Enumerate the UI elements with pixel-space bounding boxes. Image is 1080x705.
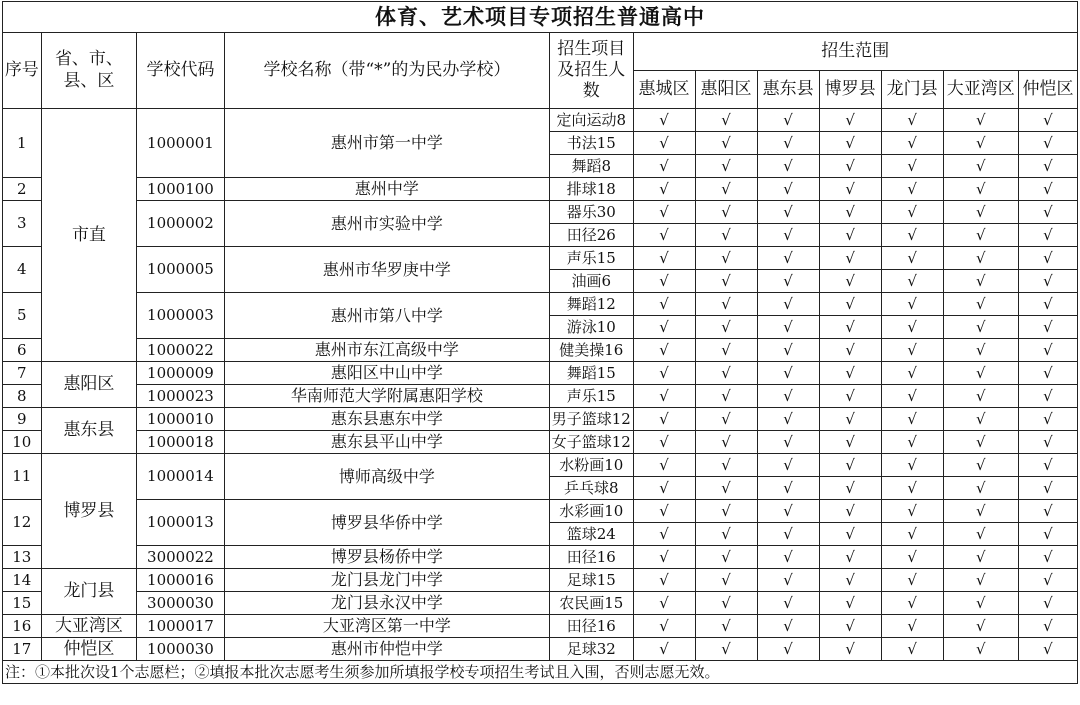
cell-check: √	[1018, 339, 1077, 362]
cell-check: √	[695, 615, 757, 638]
cell-school-name: 惠州市华罗庚中学	[224, 247, 549, 293]
cell-seq: 5	[3, 293, 42, 339]
cell-project: 足球15	[550, 569, 633, 592]
cell-project: 女子篮球12	[550, 431, 633, 454]
cell-check: √	[943, 247, 1018, 270]
cell-check: √	[819, 247, 881, 270]
scope-col-huidong: 惠东县	[757, 71, 819, 109]
header-project-line2: 及招生人	[557, 59, 626, 80]
cell-check: √	[819, 224, 881, 247]
cell-code: 1000010	[137, 408, 224, 431]
cell-check: √	[881, 270, 943, 293]
cell-school-name: 惠州市实验中学	[224, 201, 549, 247]
cell-check: √	[757, 431, 819, 454]
cell-check: √	[633, 339, 695, 362]
cell-check: √	[1018, 523, 1077, 546]
cell-code: 1000013	[137, 500, 224, 546]
cell-school-name: 大亚湾区第一中学	[224, 615, 549, 638]
cell-check: √	[633, 201, 695, 224]
cell-check: √	[695, 362, 757, 385]
table-row	[3, 293, 1078, 316]
cell-check: √	[819, 270, 881, 293]
cell-check: √	[757, 270, 819, 293]
header-seq: 序号	[3, 33, 42, 109]
cell-check: √	[695, 523, 757, 546]
cell-check: √	[695, 592, 757, 615]
cell-seq: 11	[3, 454, 42, 500]
cell-project: 水粉画10	[550, 454, 633, 477]
cell-check: √	[819, 178, 881, 201]
cell-check: √	[943, 293, 1018, 316]
cell-school-name: 龙门县永汉中学	[224, 592, 549, 615]
cell-check: √	[819, 155, 881, 178]
cell-code: 1000030	[137, 638, 224, 661]
header-project-line3: 数	[582, 81, 600, 102]
table-row	[3, 500, 1078, 523]
cell-code: 3000022	[137, 546, 224, 569]
cell-check: √	[943, 224, 1018, 247]
cell-check: √	[881, 500, 943, 523]
cell-check: √	[943, 362, 1018, 385]
cell-check: √	[819, 132, 881, 155]
cell-code: 1000009	[137, 362, 224, 385]
cell-seq: 6	[3, 339, 42, 362]
cell-code: 1000022	[137, 339, 224, 362]
header-scope: 招生范围	[633, 33, 1078, 71]
cell-check: √	[1018, 270, 1077, 293]
header-region-line1: 省、市、	[54, 49, 123, 70]
cell-check: √	[819, 293, 881, 316]
cell-check: √	[633, 408, 695, 431]
cell-check: √	[633, 385, 695, 408]
cell-seq: 13	[3, 546, 42, 569]
cell-project: 篮球24	[550, 523, 633, 546]
cell-check: √	[819, 362, 881, 385]
cell-seq: 3	[3, 201, 42, 247]
cell-check: √	[633, 431, 695, 454]
table-title: 体育、艺术项目专项招生普通高中	[3, 2, 1078, 33]
cell-check: √	[881, 454, 943, 477]
admission-sheet	[2, 1, 1078, 703]
cell-seq: 14	[3, 569, 42, 592]
cell-project: 游泳10	[550, 316, 633, 339]
table-row	[3, 178, 1078, 201]
cell-check: √	[819, 569, 881, 592]
cell-check: √	[943, 155, 1018, 178]
cell-check: √	[819, 408, 881, 431]
cell-school-name: 龙门县龙门中学	[224, 569, 549, 592]
cell-check: √	[1018, 224, 1077, 247]
cell-check: √	[819, 109, 881, 132]
cell-region: 博罗县	[41, 454, 137, 569]
cell-check: √	[819, 454, 881, 477]
cell-project: 声乐15	[550, 385, 633, 408]
cell-check: √	[1018, 385, 1077, 408]
cell-check: √	[943, 615, 1018, 638]
cell-check: √	[757, 293, 819, 316]
cell-check: √	[1018, 408, 1077, 431]
cell-region: 仲恺区	[41, 638, 137, 661]
cell-check: √	[757, 546, 819, 569]
cell-check: √	[1018, 500, 1077, 523]
table-row	[3, 408, 1078, 431]
cell-check: √	[757, 247, 819, 270]
cell-check: √	[695, 546, 757, 569]
cell-check: √	[881, 132, 943, 155]
cell-project: 舞蹈12	[550, 293, 633, 316]
cell-code: 1000003	[137, 293, 224, 339]
cell-check: √	[633, 109, 695, 132]
cell-check: √	[633, 247, 695, 270]
cell-check: √	[881, 109, 943, 132]
cell-check: √	[819, 523, 881, 546]
note-row	[3, 661, 1078, 684]
scope-col-longmen: 龙门县	[881, 71, 943, 109]
table-row	[3, 431, 1078, 454]
cell-check: √	[757, 155, 819, 178]
cell-seq: 1	[3, 109, 42, 178]
cell-check: √	[757, 592, 819, 615]
cell-check: √	[695, 431, 757, 454]
cell-project: 声乐15	[550, 247, 633, 270]
cell-check: √	[881, 546, 943, 569]
header-name: 学校名称（带“*”的为民办学校）	[224, 33, 549, 109]
scope-col-boluo: 博罗县	[819, 71, 881, 109]
cell-check: √	[695, 155, 757, 178]
cell-project: 乒乓球8	[550, 477, 633, 500]
cell-check: √	[881, 247, 943, 270]
cell-seq: 9	[3, 408, 42, 431]
cell-project: 田径26	[550, 224, 633, 247]
cell-seq: 12	[3, 500, 42, 546]
cell-check: √	[943, 477, 1018, 500]
cell-project: 定向运动8	[550, 109, 633, 132]
cell-code: 3000030	[137, 592, 224, 615]
table-row	[3, 454, 1078, 477]
cell-seq: 10	[3, 431, 42, 454]
cell-seq: 7	[3, 362, 42, 385]
cell-check: √	[881, 385, 943, 408]
cell-check: √	[695, 385, 757, 408]
cell-seq: 8	[3, 385, 42, 408]
table-row	[3, 247, 1078, 270]
cell-check: √	[881, 362, 943, 385]
cell-check: √	[943, 500, 1018, 523]
cell-check: √	[943, 592, 1018, 615]
cell-check: √	[633, 316, 695, 339]
cell-check: √	[695, 477, 757, 500]
cell-check: √	[695, 293, 757, 316]
cell-check: √	[633, 132, 695, 155]
cell-check: √	[633, 270, 695, 293]
scope-col-dayawan: 大亚湾区	[943, 71, 1018, 109]
table-row	[3, 615, 1078, 638]
cell-check: √	[881, 339, 943, 362]
cell-check: √	[1018, 132, 1077, 155]
cell-project: 排球18	[550, 178, 633, 201]
cell-check: √	[1018, 454, 1077, 477]
cell-check: √	[633, 638, 695, 661]
cell-project: 足球32	[550, 638, 633, 661]
cell-check: √	[757, 362, 819, 385]
cell-check: √	[695, 500, 757, 523]
cell-check: √	[695, 454, 757, 477]
cell-check: √	[819, 615, 881, 638]
cell-project: 舞蹈15	[550, 362, 633, 385]
table-row	[3, 638, 1078, 661]
scope-col-zhongkai: 仲恺区	[1018, 71, 1077, 109]
cell-check: √	[1018, 109, 1077, 132]
cell-check: √	[881, 201, 943, 224]
cell-region: 惠阳区	[41, 362, 137, 408]
cell-check: √	[1018, 201, 1077, 224]
cell-school-name: 博罗县杨侨中学	[224, 546, 549, 569]
cell-check: √	[633, 293, 695, 316]
cell-check: √	[757, 109, 819, 132]
header-project	[550, 33, 633, 109]
table-row	[3, 592, 1078, 615]
cell-check: √	[695, 132, 757, 155]
cell-check: √	[633, 477, 695, 500]
cell-project: 健美操16	[550, 339, 633, 362]
cell-check: √	[1018, 247, 1077, 270]
cell-check: √	[1018, 638, 1077, 661]
header-region-line2: 县、区	[63, 70, 115, 91]
cell-project: 农民画15	[550, 592, 633, 615]
cell-check: √	[757, 454, 819, 477]
cell-check: √	[757, 615, 819, 638]
table-row	[3, 546, 1078, 569]
cell-school-name: 惠州市第一中学	[224, 109, 549, 178]
cell-check: √	[881, 638, 943, 661]
cell-school-name: 惠东县惠东中学	[224, 408, 549, 431]
cell-check: √	[881, 592, 943, 615]
cell-check: √	[819, 201, 881, 224]
admission-table	[2, 1, 1078, 684]
cell-check: √	[943, 132, 1018, 155]
cell-check: √	[633, 224, 695, 247]
cell-region: 大亚湾区	[41, 615, 137, 638]
table-row	[3, 339, 1078, 362]
cell-check: √	[695, 569, 757, 592]
cell-check: √	[633, 546, 695, 569]
cell-check: √	[943, 638, 1018, 661]
cell-code: 1000100	[137, 178, 224, 201]
cell-check: √	[819, 638, 881, 661]
cell-seq: 4	[3, 247, 42, 293]
header-project-line1: 招生项目	[557, 38, 626, 59]
cell-check: √	[695, 316, 757, 339]
cell-check: √	[633, 500, 695, 523]
cell-seq: 17	[3, 638, 42, 661]
cell-check: √	[695, 224, 757, 247]
cell-region: 龙门县	[41, 569, 137, 615]
cell-code: 1000014	[137, 454, 224, 500]
cell-check: √	[757, 339, 819, 362]
cell-check: √	[881, 178, 943, 201]
cell-check: √	[943, 569, 1018, 592]
table-row	[3, 362, 1078, 385]
cell-check: √	[819, 431, 881, 454]
cell-check: √	[757, 523, 819, 546]
cell-code: 1000017	[137, 615, 224, 638]
cell-check: √	[757, 316, 819, 339]
cell-check: √	[695, 339, 757, 362]
cell-check: √	[1018, 615, 1077, 638]
scope-col-huiyang: 惠阳区	[695, 71, 757, 109]
cell-check: √	[757, 178, 819, 201]
cell-check: √	[1018, 316, 1077, 339]
cell-code: 1000002	[137, 201, 224, 247]
cell-seq: 16	[3, 615, 42, 638]
cell-check: √	[881, 477, 943, 500]
cell-check: √	[1018, 362, 1077, 385]
table-row	[3, 385, 1078, 408]
cell-check: √	[633, 454, 695, 477]
cell-project: 水彩画10	[550, 500, 633, 523]
cell-check: √	[757, 638, 819, 661]
cell-project: 油画6	[550, 270, 633, 293]
cell-check: √	[881, 224, 943, 247]
table-row	[3, 569, 1078, 592]
cell-check: √	[757, 385, 819, 408]
cell-check: √	[695, 178, 757, 201]
cell-project: 书法15	[550, 132, 633, 155]
cell-check: √	[881, 569, 943, 592]
cell-check: √	[757, 569, 819, 592]
cell-check: √	[633, 523, 695, 546]
cell-check: √	[1018, 155, 1077, 178]
cell-check: √	[633, 569, 695, 592]
cell-check: √	[943, 523, 1018, 546]
cell-check: √	[633, 178, 695, 201]
cell-check: √	[757, 132, 819, 155]
cell-check: √	[757, 201, 819, 224]
cell-check: √	[819, 592, 881, 615]
cell-check: √	[881, 408, 943, 431]
cell-check: √	[881, 316, 943, 339]
cell-check: √	[1018, 569, 1077, 592]
cell-check: √	[757, 477, 819, 500]
cell-check: √	[695, 408, 757, 431]
cell-school-name: 惠州中学	[224, 178, 549, 201]
note-text: 注：①本批次设1个志愿栏；②填报本批次志愿考生须参加所填报学校专项招生考试且入围，否则志愿无效。	[3, 661, 1078, 684]
cell-check: √	[1018, 546, 1077, 569]
cell-check: √	[943, 109, 1018, 132]
cell-region: 市直	[41, 109, 137, 362]
cell-check: √	[943, 431, 1018, 454]
cell-code: 1000023	[137, 385, 224, 408]
cell-check: √	[819, 316, 881, 339]
cell-school-name: 惠州市仲恺中学	[224, 638, 549, 661]
cell-check: √	[633, 155, 695, 178]
cell-check: √	[757, 408, 819, 431]
cell-school-name: 博罗县华侨中学	[224, 500, 549, 546]
header-code: 学校代码	[137, 33, 224, 109]
cell-check: √	[881, 431, 943, 454]
cell-check: √	[943, 339, 1018, 362]
cell-check: √	[943, 385, 1018, 408]
cell-school-name: 博师高级中学	[224, 454, 549, 500]
cell-code: 1000005	[137, 247, 224, 293]
cell-check: √	[819, 546, 881, 569]
cell-code: 1000001	[137, 109, 224, 178]
cell-check: √	[881, 523, 943, 546]
cell-check: √	[695, 638, 757, 661]
cell-seq: 2	[3, 178, 42, 201]
table-row	[3, 109, 1078, 132]
cell-check: √	[1018, 178, 1077, 201]
cell-check: √	[1018, 431, 1077, 454]
cell-check: √	[633, 592, 695, 615]
header-region	[41, 33, 137, 109]
cell-check: √	[943, 270, 1018, 293]
cell-school-name: 惠东县平山中学	[224, 431, 549, 454]
cell-check: √	[1018, 293, 1077, 316]
table-row	[3, 201, 1078, 224]
cell-region: 惠东县	[41, 408, 137, 454]
cell-check: √	[819, 500, 881, 523]
cell-school-name: 华南师范大学附属惠阳学校	[224, 385, 549, 408]
cell-check: √	[881, 615, 943, 638]
cell-school-name: 惠州市第八中学	[224, 293, 549, 339]
cell-school-name: 惠阳区中山中学	[224, 362, 549, 385]
cell-project: 器乐30	[550, 201, 633, 224]
cell-check: √	[819, 477, 881, 500]
cell-check: √	[881, 155, 943, 178]
cell-code: 1000018	[137, 431, 224, 454]
cell-project: 田径16	[550, 615, 633, 638]
cell-check: √	[633, 615, 695, 638]
cell-check: √	[943, 178, 1018, 201]
cell-project: 男子篮球12	[550, 408, 633, 431]
cell-school-name: 惠州市东江高级中学	[224, 339, 549, 362]
cell-check: √	[943, 201, 1018, 224]
cell-check: √	[819, 385, 881, 408]
cell-seq: 15	[3, 592, 42, 615]
cell-check: √	[757, 500, 819, 523]
cell-check: √	[943, 454, 1018, 477]
cell-check: √	[757, 224, 819, 247]
cell-check: √	[633, 362, 695, 385]
cell-check: √	[695, 201, 757, 224]
cell-check: √	[943, 316, 1018, 339]
cell-check: √	[943, 546, 1018, 569]
cell-check: √	[943, 408, 1018, 431]
cell-code: 1000016	[137, 569, 224, 592]
cell-check: √	[819, 339, 881, 362]
cell-check: √	[1018, 592, 1077, 615]
cell-check: √	[695, 247, 757, 270]
cell-project: 舞蹈8	[550, 155, 633, 178]
cell-check: √	[1018, 477, 1077, 500]
cell-check: √	[695, 270, 757, 293]
cell-check: √	[881, 293, 943, 316]
cell-project: 田径16	[550, 546, 633, 569]
scope-col-huicheng: 惠城区	[633, 71, 695, 109]
cell-check: √	[695, 109, 757, 132]
